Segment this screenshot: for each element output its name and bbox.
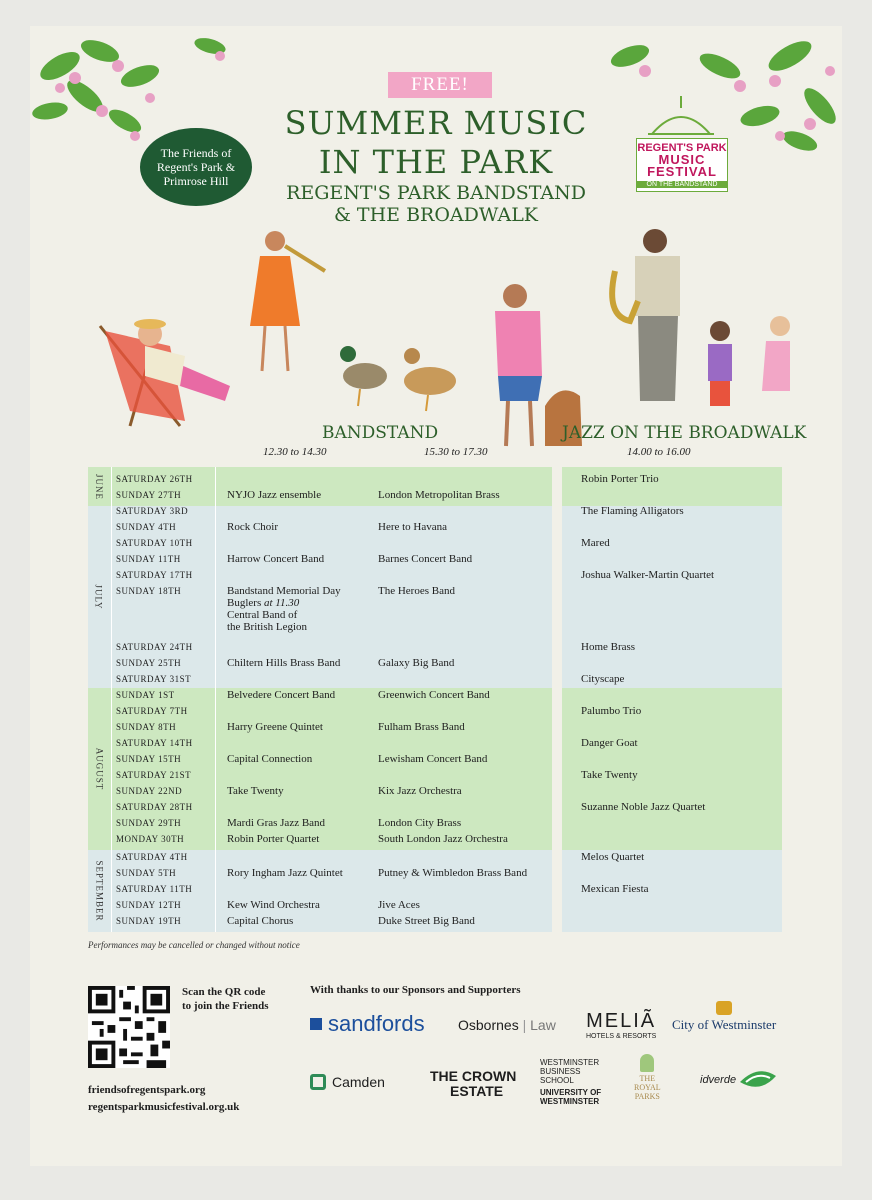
schedule-day: SATURDAY 7TH	[116, 706, 188, 716]
wbs-line1: WESTMINSTER	[540, 1058, 600, 1067]
buglers-text: Buglers	[227, 597, 262, 609]
schedule-day: SUNDAY 5TH	[116, 868, 177, 878]
schedule-day: SATURDAY 21ST	[116, 770, 192, 780]
bandstand-late-act: The Heroes Band	[378, 585, 455, 597]
broadwalk-act: Suzanne Noble Jazz Quartet	[581, 801, 706, 813]
schedule-day: SUNDAY 29TH	[116, 818, 182, 828]
schedule-day: SUNDAY 11TH	[116, 554, 181, 564]
royal-parks-logo	[634, 1054, 661, 1101]
schedule-day: SUNDAY 22ND	[116, 786, 183, 796]
schedule-day: SATURDAY 3RD	[116, 506, 189, 516]
bandstand-early-act: Rory Ingham Jazz Quintet	[227, 867, 343, 879]
month-june: JUNE	[94, 473, 104, 500]
sandfords-text: sandfords	[328, 1011, 425, 1036]
camden-text: Camden	[332, 1074, 385, 1090]
poster	[30, 26, 842, 1166]
bandstand-late-act: Putney & Wimbledon Brass Band	[378, 867, 528, 879]
bandstand-late-act: Lewisham Concert Band	[378, 753, 488, 765]
bandstand-late-act: Galaxy Big Band	[378, 657, 455, 669]
law-text: Law	[530, 1017, 556, 1033]
schedule-day: SUNDAY 27TH	[116, 490, 182, 500]
title-line-1: SUMMER MUSIC	[284, 104, 588, 142]
bandstand-early-act: Take Twenty	[227, 785, 284, 797]
bandstand-late-act: Barnes Concert Band	[378, 553, 473, 565]
subtitle-line-2: & THE BROADWALK	[333, 204, 539, 226]
bandstand-early-act-line3: Central Band of	[227, 609, 298, 621]
bandstand-late-act: Jive Aces	[378, 899, 420, 911]
broadwalk-act: Joshua Walker-Martin Quartet	[581, 569, 715, 581]
camden-logo	[310, 1074, 385, 1090]
schedule-day: SATURDAY 17TH	[116, 570, 193, 580]
broadwalk-act: Palumbo Trio	[581, 705, 642, 717]
bandstand-late-act: Kix Jazz Orchestra	[378, 785, 462, 797]
schedule-day: SUNDAY 12TH	[116, 900, 182, 910]
month-august: AUGUST	[94, 747, 105, 791]
royal-parks-line3: PARKS	[634, 1092, 660, 1101]
bandstand-late-act: South London Jazz Orchestra	[378, 833, 508, 845]
time-slot-2: 15.30 to 17.30	[424, 446, 488, 458]
festival-logo-line4: ON THE BANDSTAND	[637, 181, 727, 188]
scan-qr-text	[182, 985, 268, 1013]
schedule-day: SATURDAY 24TH	[116, 642, 193, 652]
schedule-day: MONDAY 30TH	[116, 834, 185, 844]
idverde-text: idverde	[700, 1074, 737, 1086]
westminster-business-school-logo	[540, 1058, 601, 1106]
friends-badge-text: The Friends of Regent's Park & Primrose Hill	[156, 146, 236, 188]
bandstand-early-act: Bandstand Memorial Day	[227, 585, 341, 597]
melia-sub-text: HOTELS & RESORTS	[586, 1033, 657, 1040]
month-september: SEPTEMBER	[94, 860, 105, 922]
subtitle-line-1: REGENT'S PARK BANDSTAND	[286, 182, 586, 204]
bandstand-early-act: Robin Porter Quartet	[227, 833, 320, 845]
buglers-time: at 11.30	[263, 597, 300, 609]
bandstand-early-act-line4: the British Legion	[227, 621, 308, 633]
wbs-line2: BUSINESS	[540, 1067, 581, 1076]
bandstand-dome-icon	[644, 96, 718, 136]
crown-estate-line2: ESTATE	[450, 1083, 504, 1099]
time-slot-1: 12.30 to 14.30	[263, 446, 327, 458]
schedule-day: SATURDAY 4TH	[116, 852, 188, 862]
schedule-day: SATURDAY 28TH	[116, 802, 193, 812]
broadwalk-act: The Flaming Alligators	[581, 505, 684, 517]
sandfords-square-icon	[310, 1018, 322, 1030]
royal-parks-line1: THE	[639, 1074, 656, 1083]
broadwalk-act: Melos Quartet	[581, 851, 645, 863]
wbs-line4: UNIVERSITY OF	[540, 1088, 602, 1097]
festival-logo-box	[636, 138, 728, 192]
osbornes-text: Osbornes	[458, 1017, 519, 1033]
title-line-2: IN THE PARK	[318, 143, 554, 181]
osbornes-logo	[458, 1017, 556, 1033]
broadwalk-act: Take Twenty	[581, 769, 638, 781]
july-band-broadwalk	[562, 506, 782, 688]
crown-estate-logo	[430, 1069, 516, 1099]
schedule-day: SATURDAY 31ST	[116, 674, 192, 684]
festival-url-link[interactable]: regentsparkmusicfestival.org.uk	[88, 1101, 240, 1113]
festival-logo-line2: MUSIC	[658, 152, 706, 167]
bandstand-early-act: Capital Chorus	[227, 915, 294, 927]
crown-estate-line1: THE CROWN	[430, 1068, 517, 1084]
bandstand-late-act: London Metropolitan Brass	[378, 489, 500, 501]
bandstand-early-act: Harry Greene Quintet	[227, 721, 323, 733]
friends-url-link[interactable]: friendsofregentspark.org	[88, 1084, 206, 1096]
westminster-logo	[672, 1001, 776, 1033]
festival-logo-line3: FESTIVAL	[647, 164, 717, 179]
broadwalk-act: Robin Porter Trio	[581, 473, 659, 485]
schedule-day: SUNDAY 15TH	[116, 754, 182, 764]
westminster-text: City of Westminster	[672, 1017, 777, 1032]
festival-logo-line1: REGENT'S PARK	[637, 142, 727, 154]
bandstand-late-act: Greenwich Concert Band	[378, 689, 490, 701]
scan-line-2: to join the Friends	[182, 1000, 269, 1012]
bandstand-early-act: Mardi Gras Jazz Band	[227, 817, 326, 829]
festival-logo	[636, 96, 726, 192]
wbs-line3: SCHOOL	[540, 1076, 574, 1085]
schedule-day: SUNDAY 19TH	[116, 916, 182, 926]
day-column-divider	[215, 467, 216, 932]
idverde-leaf-icon	[738, 1068, 778, 1092]
westminster-crest-icon	[716, 1001, 732, 1015]
osbornes-divider: |	[522, 1017, 527, 1033]
broadwalk-act: Mared	[581, 537, 610, 549]
schedule-day: SATURDAY 10TH	[116, 538, 193, 548]
bandstand-late-act: London City Brass	[378, 817, 462, 829]
scan-line-1: Scan the QR code	[182, 986, 266, 998]
melia-logo	[586, 1010, 656, 1040]
bandstand-late-act: Here to Havana	[378, 521, 448, 533]
schedule-day: SATURDAY 26TH	[116, 474, 193, 484]
bandstand-late-act: Fulham Brass Band	[378, 721, 465, 733]
bandstand-early-act: NYJO Jazz ensemble	[227, 489, 322, 501]
bandstand-early-act: Belvedere Concert Band	[227, 689, 336, 701]
park-scene-illustration	[90, 196, 790, 456]
qr-code-icon[interactable]	[88, 986, 170, 1068]
schedule-day: SUNDAY 1ST	[116, 690, 175, 700]
melia-text: MELIÃ	[586, 1010, 657, 1032]
schedule-day: SUNDAY 25TH	[116, 658, 182, 668]
bandstand-early-act: Rock Choir	[227, 521, 279, 533]
schedule-day: SUNDAY 8TH	[116, 722, 177, 732]
broadwalk-act: Danger Goat	[581, 737, 638, 749]
month-july: JULY	[94, 584, 105, 610]
wbs-line5: WESTMINSTER	[540, 1097, 600, 1106]
cancellation-note: Performances may be cancelled or changed without notice	[88, 940, 300, 950]
sponsors-heading: With thanks to our Sponsors and Supporters	[310, 984, 521, 996]
bandstand-heading: BANDSTAND	[322, 423, 439, 443]
idverde-logo	[700, 1068, 778, 1092]
bandstand-early-act: Chiltern Hills Brass Band	[227, 657, 341, 669]
bandstand-early-act-line2	[227, 597, 299, 609]
bandstand-late-act: Duke Street Big Band	[378, 915, 475, 927]
schedule-day: SATURDAY 14TH	[116, 738, 193, 748]
schedule-day: SATURDAY 11TH	[116, 884, 193, 894]
free-banner: FREE!	[388, 72, 492, 98]
royal-parks-line2: ROYAL	[634, 1083, 661, 1092]
broadwalk-heading: JAZZ ON THE BROADWALK	[562, 423, 807, 443]
sandfords-logo	[310, 1011, 425, 1037]
time-slot-3: 14.00 to 16.00	[627, 446, 691, 458]
bandstand-early-act: Kew Wind Orchestra	[227, 899, 320, 911]
camden-icon	[310, 1074, 326, 1090]
broadwalk-act: Mexican Fiesta	[581, 883, 649, 895]
bandstand-early-act: Capital Connection	[227, 753, 313, 765]
broadwalk-act: Home Brass	[581, 641, 636, 653]
schedule-day: SUNDAY 4TH	[116, 522, 177, 532]
royal-parks-crest-icon	[640, 1054, 654, 1072]
bandstand-early-act: Harrow Concert Band	[227, 553, 325, 565]
broadwalk-act: Cityscape	[581, 673, 625, 685]
month-column-divider	[111, 467, 112, 932]
schedule-day: SUNDAY 18TH	[116, 586, 182, 596]
